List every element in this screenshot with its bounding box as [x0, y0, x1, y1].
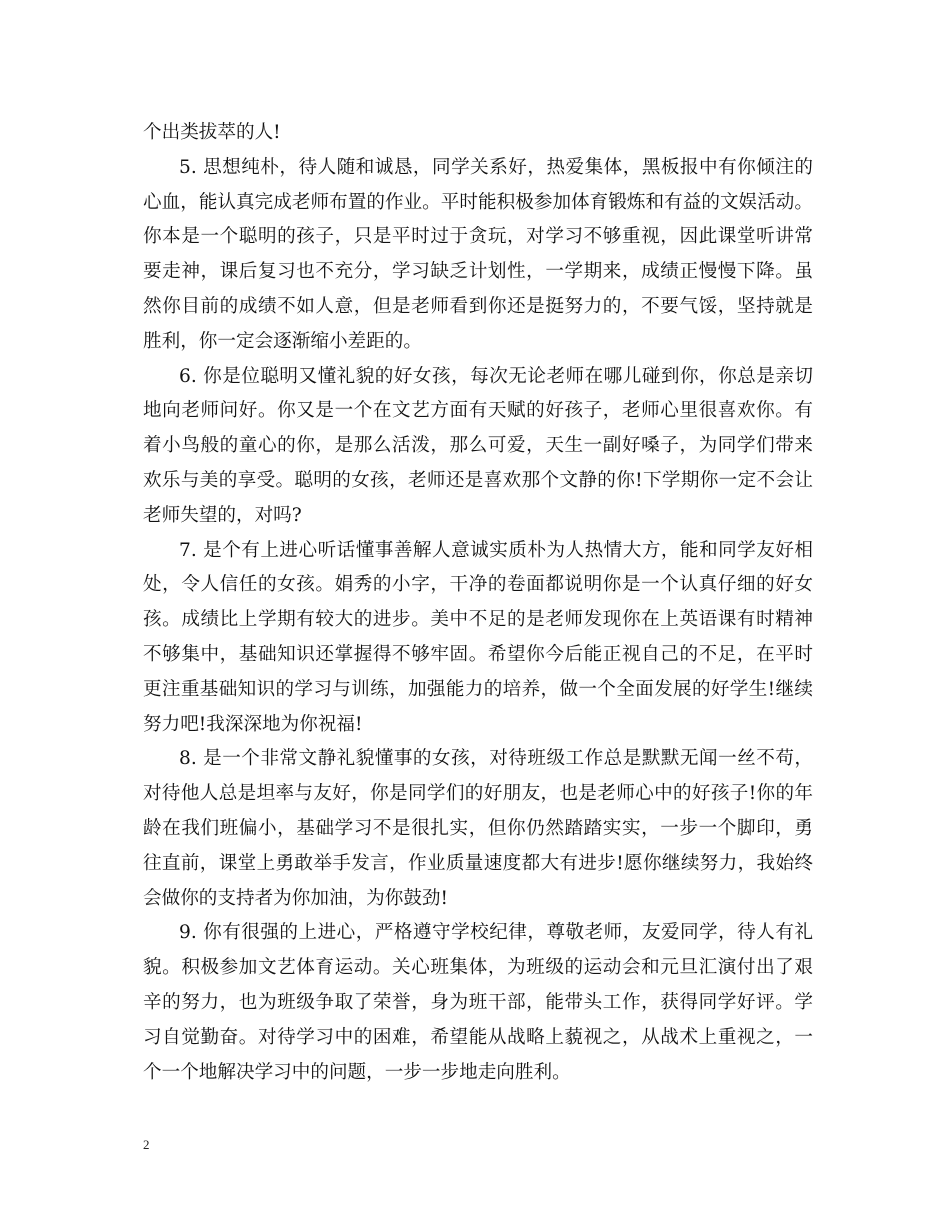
text-line: 7. 是个有上进心听话懂事善解人意诚实质朴为人热情大方，能和同学友好相: [179, 539, 813, 561]
text-line: 然你目前的成绩不如人意，但是老师看到你还是挺努力的，不要气馁，坚持就是: [143, 295, 813, 317]
text-line: 辛的努力，也为班级争取了荣誉，身为班干部，能带头工作，获得同学好评。学: [143, 991, 813, 1013]
document-body: [143, 116, 813, 1090]
paragraph: [143, 534, 813, 743]
text-line: 5. 思想纯朴，待人随和诚恳，同学关系好，热爱集体，黑板报中有你倾注的: [179, 156, 813, 178]
text-line: 要走神，课后复习也不充分，学习缺乏计划性，一学期来，成绩正慢慢下降。虽: [143, 261, 813, 283]
paragraph: [143, 116, 813, 151]
text-line: 9. 你有很强的上进心，严格遵守学校纪律，尊敬老师，友爱同学，待人有礼: [179, 922, 813, 944]
text-line: 不够集中，基础知识还掌握得不够牢固。希望你今后能正视自己的不足，在平时: [143, 643, 813, 665]
text-line: 习自觉勤奋。对待学习中的困难，希望能从战略上藐视之，从战术上重视之，一: [143, 1026, 813, 1048]
text-line: 8. 是一个非常文静礼貌懂事的女孩，对待班级工作总是默默无闻一丝不苟，: [179, 748, 813, 770]
text-line: 会做你的支持者为你加油，为你鼓劲!: [143, 887, 448, 909]
text-line: 往直前，课堂上勇敢举手发言，作业质量速度都大有进步!愿你继续努力，我始终: [143, 852, 813, 874]
paragraph: [143, 742, 813, 916]
text-line: 个一个地解决学习中的问题，一步一步地走向胜利。: [143, 1061, 571, 1083]
text-line: 欢乐与美的享受。聪明的女孩，老师还是喜欢那个文静的你!下学期你一定不会让: [143, 469, 813, 491]
text-line: 处，令人信任的女孩。娟秀的小字，干净的卷面都说明你是一个认真仔细的好女: [143, 574, 813, 596]
text-line: 胜利，你一定会逐渐缩小差距的。: [143, 330, 422, 352]
text-line: 地向老师问好。你又是一个在文艺方面有天赋的好孩子，老师心里很喜欢你。有: [143, 400, 813, 422]
text-line: 心血，能认真完成老师布置的作业。平时能积极参加体育锻炼和有益的文娱活动。: [143, 191, 813, 213]
text-line: 貌。积极参加文艺体育运动。关心班集体，为班级的运动会和元旦汇演付出了艰: [143, 957, 813, 979]
text-line: 你本是一个聪明的孩子，只是平时过于贪玩，对学习不够重视，因此课堂听讲常: [143, 226, 813, 248]
paragraph: [143, 916, 813, 1090]
text-line: 着小鸟般的童心的你，是那么活泼，那么可爱，天生一副好嗓子，为同学们带来: [143, 435, 813, 457]
text-line: 老师失望的，对吗?: [143, 504, 302, 526]
paragraph: [143, 360, 813, 534]
text-line: 对待他人总是坦率与友好，你是同学们的好朋友，也是老师心中的好孩子!你的年: [143, 783, 813, 805]
paragraph: [143, 151, 813, 360]
text-line: 更注重基础知识的学习与训练，加强能力的培养，做一个全面发展的好学生!继续: [143, 678, 813, 700]
text-line: 努力吧!我深深地为你祝福!: [143, 713, 363, 735]
text-line: 孩。成绩比上学期有较大的进步。美中不足的是老师发现你在上英语课有时精神: [143, 609, 813, 631]
page-number: 2: [143, 1137, 150, 1152]
text-line: 龄在我们班偏小，基础学习不是很扎实，但你仍然踏踏实实，一步一个脚印，勇: [143, 817, 813, 839]
text-line: 个出类拔萃的人!: [143, 122, 281, 143]
text-line: 6. 你是位聪明又懂礼貌的好女孩，每次无论老师在哪儿碰到你，你总是亲切: [179, 365, 813, 387]
